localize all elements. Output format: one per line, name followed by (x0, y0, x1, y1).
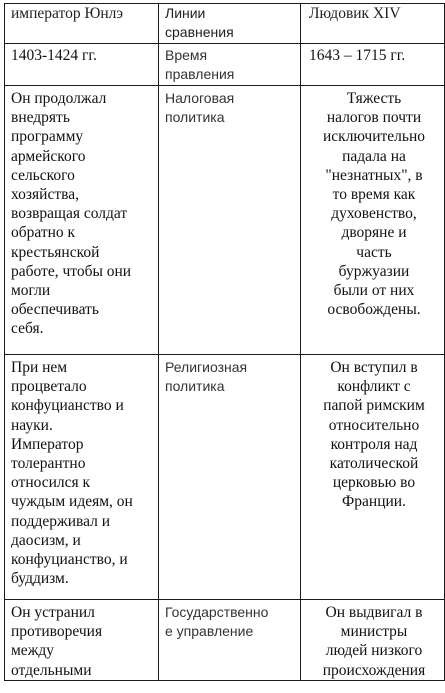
table-cell (159, 355, 301, 600)
table-cell (159, 600, 301, 681)
comparison-table (4, 3, 445, 681)
tax-policy-label-text: Налоговая политика (165, 90, 235, 126)
header-comparison-lines-text: Линии сравнения (165, 5, 234, 41)
table-header-row (5, 4, 445, 44)
table-cell (301, 86, 445, 355)
religious-policy-label-text: Религиозная политика (165, 359, 248, 395)
table-row-religious-policy (5, 355, 445, 600)
louis-governance-text: Он выдвигал в министры людей низкого происхождения (322, 604, 426, 679)
table-cell (5, 86, 159, 355)
table-row-state-governance (5, 600, 445, 681)
state-governance-label-text: Государственно е управление (165, 604, 269, 640)
table-row-tax-policy (5, 86, 445, 355)
header-louis-xiv-text: Людовик XIV (309, 5, 401, 22)
header-cell-louis-xiv (301, 4, 445, 44)
louis-religious-policy-text: Он вступил в конфликт с папой римским относительно контроля над католической церковью во Франции. (323, 359, 425, 511)
yongle-governance-text: Он устранил противоречия между отдельными (11, 604, 103, 679)
table-cell (159, 44, 301, 86)
table-cell (5, 600, 159, 681)
table-cell (301, 600, 445, 681)
header-cell-comparison-lines (159, 4, 301, 44)
header-cell-yongle (5, 4, 159, 44)
header-yongle-text: император Юнлэ (11, 5, 124, 22)
yongle-tax-policy-text: Он продолжал внедрять программу армейского сельского хозяйства, возвращая солдат обратно к крестьянской работе, чтобы они могли обеспечивать себя. (11, 90, 132, 338)
reign-label-text: Время правления (165, 47, 235, 83)
table-cell (301, 355, 445, 600)
table-cell (5, 44, 159, 86)
table-row-reign (5, 44, 445, 86)
table-cell (159, 86, 301, 355)
yongle-reign-text: 1403-1424 гг. (11, 47, 97, 64)
table-cell (5, 355, 159, 600)
louis-reign-text: 1643 – 1715 гг. (309, 47, 406, 64)
table-cell (301, 44, 445, 86)
yongle-religious-policy-text: При нем процветало конфуцианство и науки. Император толерантно относился к чуждым идеям, он поддерживал и даосизм, и конфуцианство, и буддизм. (11, 359, 133, 588)
louis-tax-policy-text: Тяжесть налогов почти исключительно падала на "незнатных", в то время как духовенство, дворяне и часть буржуазии были от них освобождены. (322, 90, 426, 319)
